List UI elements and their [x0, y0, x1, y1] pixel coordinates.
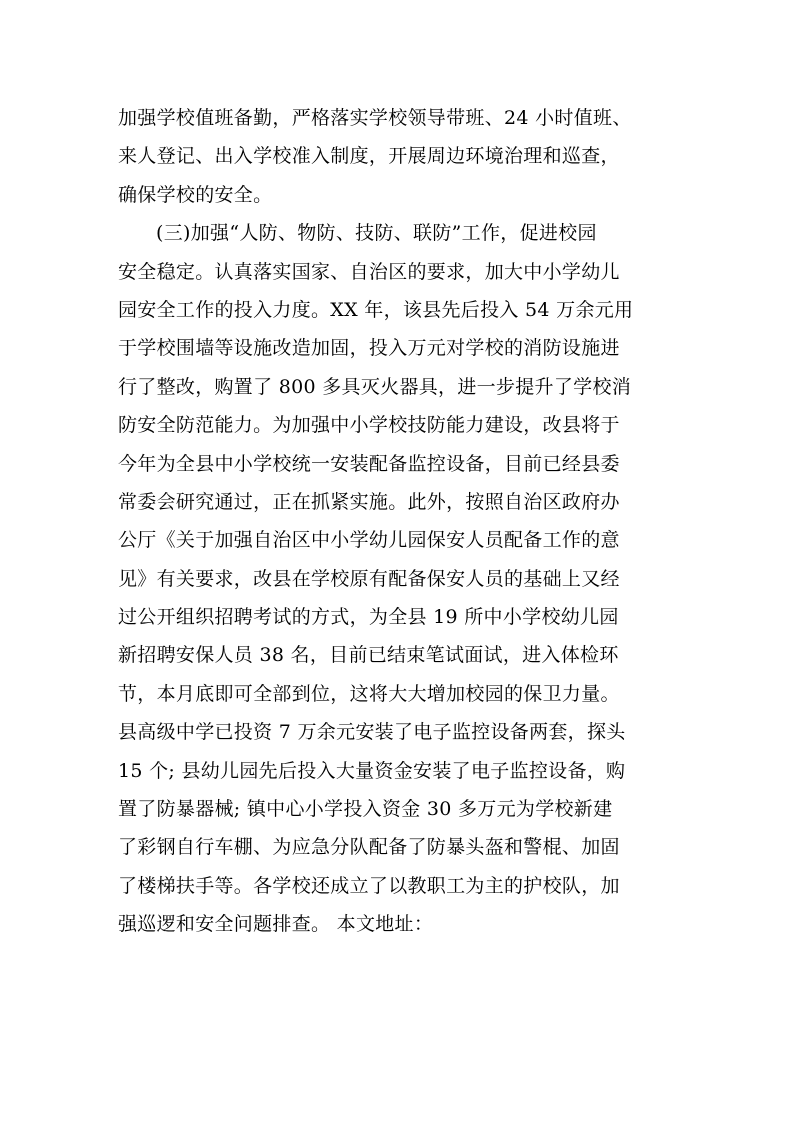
text-line: 防安全防范能力。为加强中小学校技防能力建设，改县将于 [118, 414, 620, 437]
text-line: 公厅《关于加强自治区中小学幼儿园保安人员配备工作的意 [118, 529, 620, 552]
text-line: 见》有关要求，改县在学校原有配备保安人员的基础上又经 [118, 567, 620, 590]
text-line: 加强学校值班备勤，严格落实学校领导带班、24 小时值班、 [118, 107, 632, 129]
text-line-with-address-label: 强巡逻和安全问题排查。 本文地址： [118, 913, 434, 936]
text-line: 确保学校的安全。 [118, 183, 273, 206]
text-line: 节，本月底即可全部到位，这将大大增加校园的保卫力量。 [118, 682, 620, 705]
text-line: 常委会研究通过，正在抓紧实施。此外，按照自治区政府办 [118, 490, 620, 513]
text-line: 于学校围墙等设施改造加固，投入万元对学校的消防设施进 [118, 337, 620, 360]
text-line: 新招聘安保人员 38 名，目前已结束笔试面试，进入体检环 [118, 644, 619, 667]
text-line: 来人登记、出入学校准入制度，开展周边环境治理和巡查， [118, 145, 620, 168]
document-body [118, 99, 678, 944]
text-line: 安全稳定。认真落实国家、自治区的要求，加大中小学幼儿 [118, 260, 620, 283]
section-heading-line: (三)加强“人防、物防、技防、联防”工作，促进校园 [156, 222, 597, 245]
text-line: 过公开组织招聘考试的方式，为全县 19 所中小学校幼儿园 [118, 606, 619, 629]
text-line: 置了防暴器械; 镇中心小学投入资金 30 多万元为学校新建 [118, 798, 613, 821]
text-line: 园安全工作的投入力度。XX 年，该县先后投入 54 万余元用 [118, 298, 634, 321]
text-line: 了彩钢自行车棚、为应急分队配备了防暴头盔和警棍、加固 [118, 836, 620, 859]
text-line: 了楼梯扶手等。各学校还成立了以教职工为主的护校队，加 [118, 874, 620, 897]
text-line: 县高级中学已投资 7 万余元安装了电子监控设备两套，探头 [118, 721, 626, 744]
text-line: 今年为全县中小学校统一安装配备监控设备，目前已经县委 [118, 452, 620, 475]
text-line: 15 个; 县幼儿园先后投入大量资金安装了电子监控设备，购 [118, 759, 626, 782]
text-line: 行了整改，购置了 800 多具灭火器具，进一步提升了学校消 [118, 375, 632, 398]
